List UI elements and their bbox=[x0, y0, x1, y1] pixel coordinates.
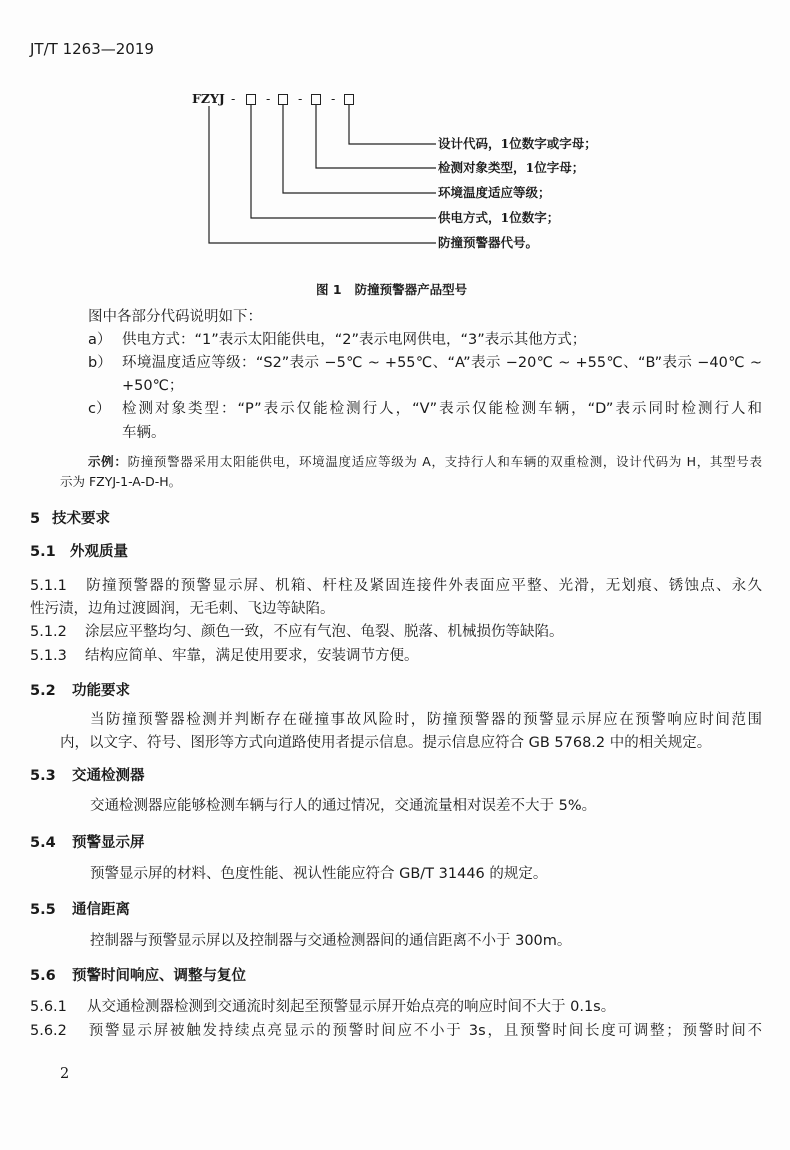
clause-5-1-1: 5.1.1 防撞预警器的预警显示屏、机箱、杆柱及紧固连接件外表面应平整、光滑，无划痕、锈蚀点、永久 bbox=[30, 578, 762, 594]
clause-5-6-2: 5.6.2 预警显示屏被触发持续点亮显示的预警时间应不小于 3s，且预警时间长度可调整；预警时间不 bbox=[30, 1023, 762, 1039]
code-box bbox=[311, 94, 321, 105]
item-text: +50℃； bbox=[122, 378, 184, 394]
standard-number: JT/T 1263—2019 bbox=[30, 40, 154, 58]
clause-5-1-3: 5.1.3 结构应简单、牢靠，满足使用要求，安装调节方便。 bbox=[30, 648, 419, 664]
page-number: 2 bbox=[60, 1066, 70, 1082]
separator: - bbox=[231, 92, 236, 106]
section-5-2-text-cont: 内，以文字、符号、图形等方式向道路使用者提示信息。提示信息应符合 GB 5768.2 中的相关规定。 bbox=[60, 735, 712, 751]
figure-label: 防撞预警器代号。 bbox=[438, 235, 539, 250]
section-5-5-heading: 5.5 通信距离 bbox=[30, 902, 130, 918]
example-text: 防撞预警器采用太阳能供电，环境温度适应等级为 A，支持行人和车辆的双重检测，设计代码为 H，其型号表 bbox=[127, 454, 762, 469]
section-5-6-heading: 5.6 预警时间响应、调整与复位 bbox=[30, 968, 246, 984]
section-5-2-text: 当防撞预警器检测并判断存在碰撞事故风险时，防撞预警器的预警显示屏应在预警响应时间范围 bbox=[90, 712, 762, 728]
figure-title: 防撞预警器产品型号 bbox=[354, 282, 468, 297]
clause-5-1-1-cont: 性污渍，边角过渡圆润，无毛刺、飞边等缺陷。 bbox=[30, 601, 335, 617]
code-box bbox=[278, 94, 288, 105]
figure-label: 环境温度适应等级； bbox=[438, 185, 551, 200]
section-5-3-text: 交通检测器应能够检测车辆与行人的通过情况，交通流量相对误差不大于 5%。 bbox=[90, 798, 597, 814]
example-line-2: 示为 FZYJ-1-A-D-H。 bbox=[60, 474, 182, 489]
clause-5-6-1: 5.6.1 从交通检测器检测到交通流时刻起至预警显示屏开始点亮的响应时间不大于 0.1s。 bbox=[30, 999, 616, 1015]
item-text: 环境温度适应等级：“S2”表示 −5℃ ~ +55℃、“A”表示 −20℃ ~ +55℃、“B”表示 −40℃ ~ bbox=[122, 355, 762, 371]
item-text: 车辆。 bbox=[122, 425, 166, 441]
model-prefix: FZYJ bbox=[192, 91, 225, 106]
figure-caption bbox=[316, 281, 467, 299]
intro-text: 图中各部分代码说明如下： bbox=[88, 309, 262, 325]
example-label: 示例： bbox=[88, 454, 128, 469]
clause-5-1-2: 5.1.2 涂层应平整均匀、颜色一致，不应有气泡、龟裂、脱落、机械损伤等缺陷。 bbox=[30, 624, 564, 640]
item-marker: a） bbox=[88, 332, 112, 348]
section-5-5-text: 控制器与预警显示屏以及控制器与交通检测器间的通信距离不小于 300m。 bbox=[90, 933, 572, 949]
section-5-4-text: 预警显示屏的材料、色度性能、视认性能应符合 GB/T 31446 的规定。 bbox=[90, 866, 548, 882]
code-box bbox=[344, 94, 354, 105]
figure-leader-lines bbox=[0, 0, 790, 260]
section-5-heading: 5 技术要求 bbox=[30, 511, 110, 527]
section-5-1-heading: 5.1 外观质量 bbox=[30, 544, 128, 560]
section-5-3-heading: 5.3 交通检测器 bbox=[30, 768, 145, 784]
figure-label: 设计代码，1位数字或字母； bbox=[438, 136, 597, 151]
code-box bbox=[246, 94, 256, 105]
figure-label: 供电方式，1位数字； bbox=[438, 210, 560, 225]
separator: - bbox=[298, 92, 303, 106]
separator: - bbox=[331, 92, 336, 106]
section-5-2-heading: 5.2 功能要求 bbox=[30, 683, 130, 699]
figure-number: 图 1 bbox=[316, 282, 342, 297]
example-line bbox=[88, 453, 762, 471]
figure-label: 检测对象类型，1位字母； bbox=[438, 160, 585, 175]
item-text: 检测对象类型：“P”表示仅能检测行人，“V”表示仅能检测车辆，“D”表示同时检测行人和 bbox=[122, 401, 762, 417]
item-marker: b） bbox=[88, 355, 112, 371]
item-text: 供电方式：“1”表示太阳能供电，“2”表示电网供电，“3”表示其他方式； bbox=[122, 332, 587, 348]
item-marker: c） bbox=[88, 401, 111, 417]
section-5-4-heading: 5.4 预警显示屏 bbox=[30, 835, 145, 851]
separator: - bbox=[266, 92, 271, 106]
